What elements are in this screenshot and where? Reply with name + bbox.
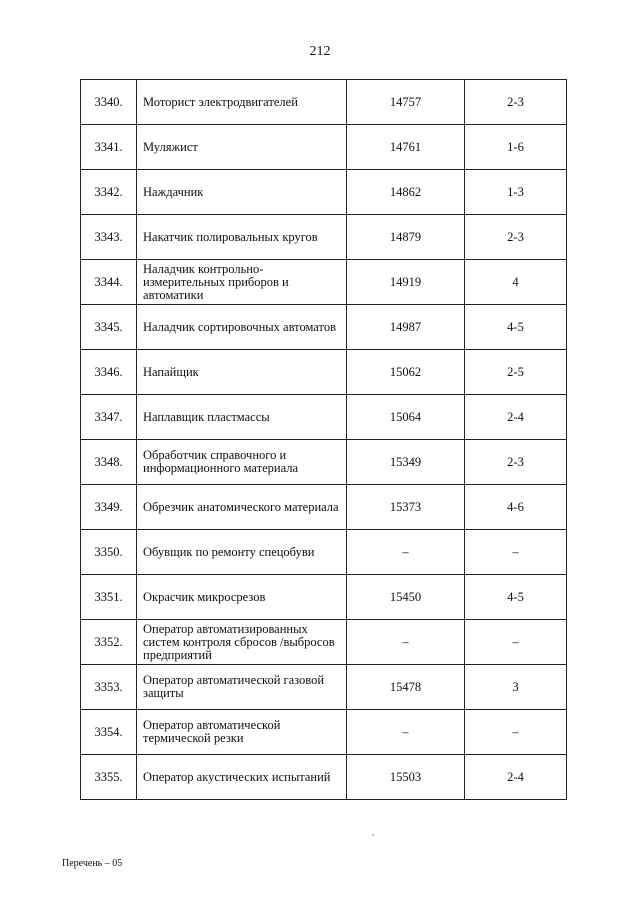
profession-code-cell: 15349 [347,440,465,485]
grade-range-cell: 2-5 [465,350,567,395]
profession-name-cell: Оператор автоматической термической резки [137,710,347,755]
profession-name-cell: Окрасчик микросрезов [137,575,347,620]
profession-name-cell: Напайщик [137,350,347,395]
profession-code-cell: 15373 [347,485,465,530]
profession-name-cell: Оператор акустических испытаний [137,755,347,800]
profession-code-cell: 15450 [347,575,465,620]
profession-name-cell: Оператор автоматической газовой защиты [137,665,347,710]
row-number-cell: 3343. [81,215,137,260]
profession-name-cell: Муляжист [137,125,347,170]
grade-range-cell: 1-3 [465,170,567,215]
profession-code-cell: 15062 [347,350,465,395]
profession-name-cell: Обрезчик анатомического материала [137,485,347,530]
table-row [81,530,567,575]
grade-range-cell: 4-6 [465,485,567,530]
profession-name-cell: Накатчик полировальных кругов [137,215,347,260]
grade-range-cell: 4 [465,260,567,305]
grade-range-cell: 2-3 [465,440,567,485]
row-number-cell: 3354. [81,710,137,755]
table-row [81,260,567,305]
table-row [81,305,567,350]
profession-code-cell: 15478 [347,665,465,710]
profession-code-cell: 14987 [347,305,465,350]
row-number-cell: 3345. [81,305,137,350]
row-number-cell: 3346. [81,350,137,395]
table-row [81,755,567,800]
table-row [81,125,567,170]
profession-code-cell: 15064 [347,395,465,440]
profession-code-cell: – [347,530,465,575]
grade-range-cell: – [465,710,567,755]
profession-name-cell: Оператор автоматизированных систем контроля сбросов /выбросов предприятий [137,620,347,665]
table-row [81,665,567,710]
profession-code-cell: – [347,710,465,755]
row-number-cell: 3344. [81,260,137,305]
profession-code-cell: – [347,620,465,665]
table-row [81,440,567,485]
profession-name-cell: Наладчик контрольно-измерительных приборов и автоматики [137,260,347,305]
table-row [81,395,567,440]
row-number-cell: 3355. [81,755,137,800]
row-number-cell: 3342. [81,170,137,215]
table-body [81,80,567,800]
grade-range-cell: 2-4 [465,395,567,440]
grade-range-cell: 2-3 [465,215,567,260]
grade-range-cell: 2-3 [465,80,567,125]
table-row [81,80,567,125]
table-row [81,215,567,260]
table-row [81,575,567,620]
grade-range-cell: 4-5 [465,575,567,620]
profession-code-cell: 15503 [347,755,465,800]
row-number-cell: 3341. [81,125,137,170]
profession-name-cell: Моторист электродвигателей [137,80,347,125]
row-number-cell: 3348. [81,440,137,485]
profession-name-cell: Наладчик сортировочных автоматов [137,305,347,350]
row-number-cell: 3350. [81,530,137,575]
profession-table [80,79,567,800]
grade-range-cell: 4-5 [465,305,567,350]
profession-code-cell: 14757 [347,80,465,125]
table-row [81,485,567,530]
profession-code-cell: 14879 [347,215,465,260]
table-row [81,710,567,755]
profession-name-cell: Обувщик по ремонту спецобуви [137,530,347,575]
table-row [81,350,567,395]
grade-range-cell: 3 [465,665,567,710]
row-number-cell: 3340. [81,80,137,125]
grade-range-cell: 2-4 [465,755,567,800]
profession-code-cell: 14919 [347,260,465,305]
grade-range-cell: – [465,530,567,575]
profession-code-cell: 14761 [347,125,465,170]
scan-speck [372,834,374,836]
grade-range-cell: – [465,620,567,665]
page-number: 212 [309,44,331,59]
row-number-cell: 3353. [81,665,137,710]
profession-name-cell: Обработчик справочного и информационного материала [137,440,347,485]
row-number-cell: 3352. [81,620,137,665]
profession-code-cell: 14862 [347,170,465,215]
grade-range-cell: 1-6 [465,125,567,170]
row-number-cell: 3351. [81,575,137,620]
profession-name-cell: Наждачник [137,170,347,215]
profession-name-cell: Наплавщик пластмассы [137,395,347,440]
footer-label: Перечень – 05 [62,858,123,869]
row-number-cell: 3349. [81,485,137,530]
table-row [81,170,567,215]
row-number-cell: 3347. [81,395,137,440]
table-row [81,620,567,665]
